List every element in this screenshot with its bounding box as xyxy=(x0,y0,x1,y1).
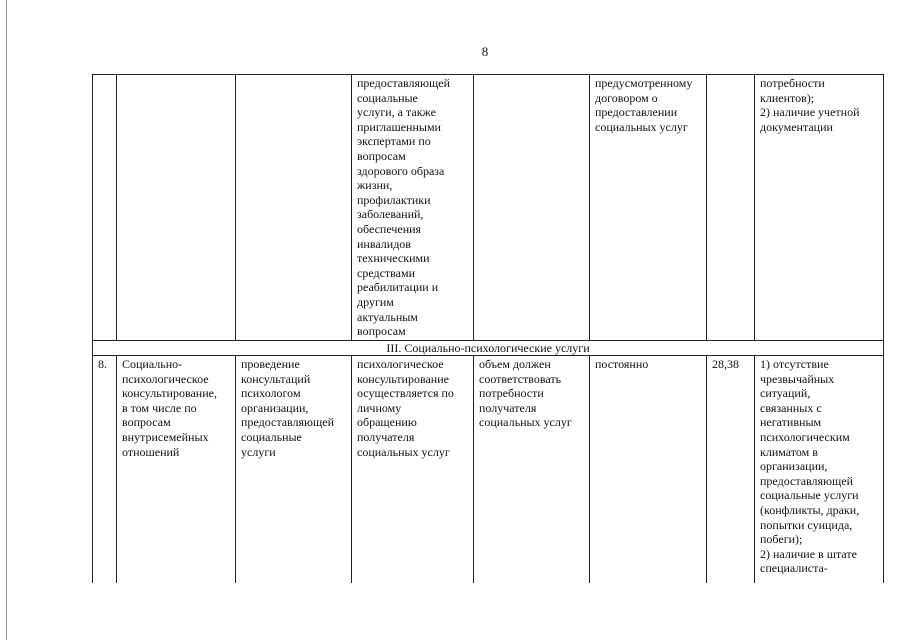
table-row-continuation xyxy=(93,75,884,341)
cell-quality-indicators: 1) отсутствие чрезвычайных ситуаций, связанных с негативным психологическим климатом в организации, предоставляющей социальные услуги (конфликты, драки, попытки суицида, побеги); 2) наличие в штате специалиста- xyxy=(755,356,884,584)
table-section-row xyxy=(93,341,884,356)
cell-service-name xyxy=(117,75,236,341)
cell-number xyxy=(93,75,117,341)
cell-tariff: 28,38 xyxy=(707,356,755,584)
cell-tariff xyxy=(707,75,755,341)
cell-procedure: предоставляющей социальные услуги, а также приглашенными экспертами по вопросам здорового образа жизни, профилактики заболеваний, обеспечения инвалидов техническими средствами реабилитации и другим актуальным вопросам xyxy=(352,75,474,341)
services-table xyxy=(92,74,884,583)
page-number: 8 xyxy=(481,44,489,59)
cell-service-name: Социально- психологическое консультирование, в том числе по вопросам внутрисемейных отношений xyxy=(117,356,236,584)
cell-volume: объем должен соответствовать потребности получателя социальных услуг xyxy=(474,356,590,584)
page-edge-line xyxy=(6,0,7,640)
cell-service-description xyxy=(236,75,352,341)
cell-quality-indicators: потребности клиентов); 2) наличие учетной документации xyxy=(755,75,884,341)
section-heading: III. Социально-психологические услуги xyxy=(93,341,884,356)
cell-procedure: психологическое консультирование осуществляется по личному обращению получателя социальных услуг xyxy=(352,356,474,584)
cell-number: 8. xyxy=(93,356,117,584)
table-row-8 xyxy=(93,356,884,584)
cell-term: предусмотренному договором о предоставлении социальных услуг xyxy=(590,75,707,341)
cell-term: постоянно xyxy=(590,356,707,584)
cell-service-description: проведение консультаций психологом организации, предоставляющей социальные услуги xyxy=(236,356,352,584)
cell-volume xyxy=(474,75,590,341)
